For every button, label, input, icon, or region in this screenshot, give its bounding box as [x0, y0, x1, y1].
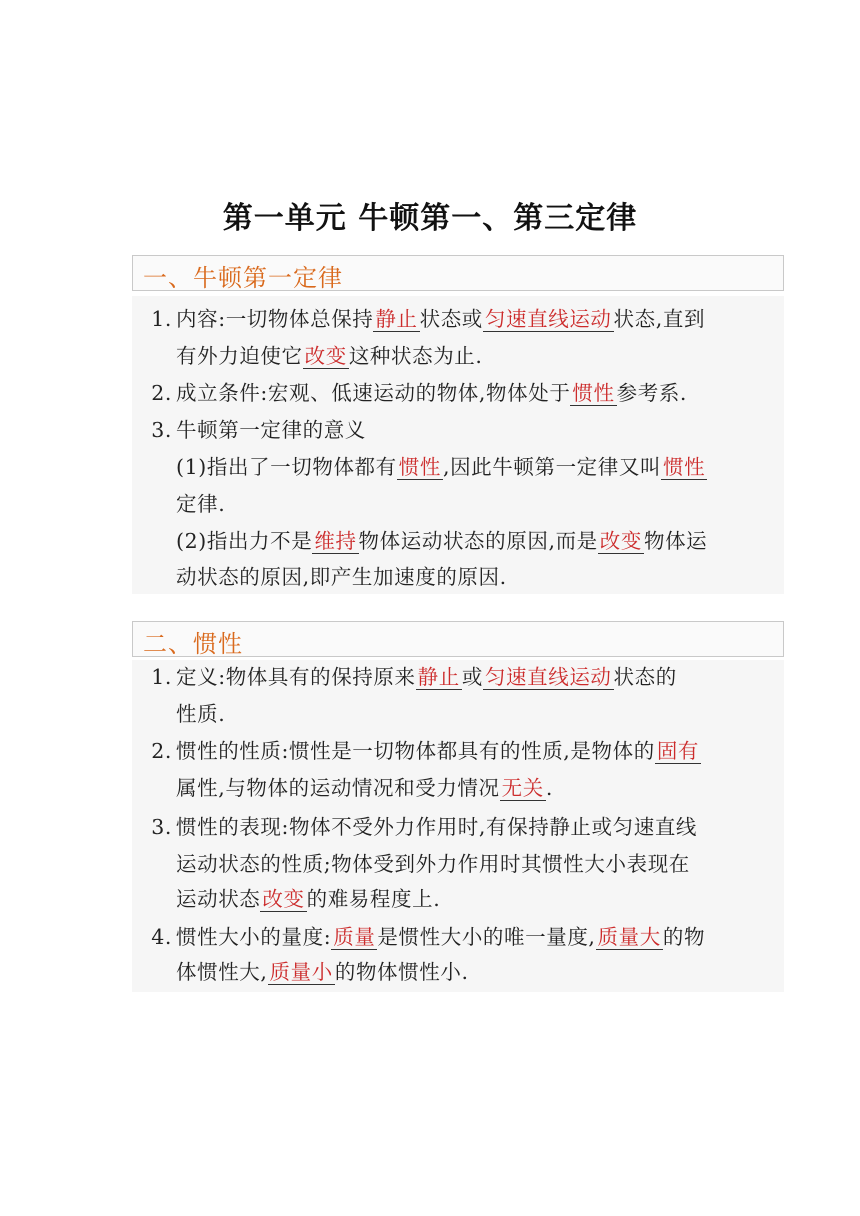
list-item-continuation — [176, 773, 553, 803]
text: 的物 — [662, 925, 706, 949]
list-item-continuation — [176, 884, 440, 914]
list-item — [132, 415, 366, 445]
list-item-continuation — [176, 341, 483, 371]
answer-blank: 静止 — [417, 665, 460, 689]
sub-item-continuation — [176, 489, 225, 519]
answer-blank: 惯性 — [572, 381, 615, 405]
text: 动状态的原因,即产生加速度的原因. — [176, 565, 507, 589]
list-item — [132, 736, 701, 766]
item-number: 2. — [151, 739, 172, 763]
text: . — [545, 776, 553, 800]
text: (1)指出了一切物体都有 — [176, 455, 397, 479]
answer-blank: 固有 — [656, 739, 700, 763]
answer-blank: 改变 — [599, 529, 642, 553]
answer-blank: 匀速直线运动 — [484, 307, 612, 331]
sub-item-continuation — [176, 562, 507, 592]
text: 惯性大小的量度: — [176, 925, 332, 949]
text: 参考系. — [616, 381, 688, 405]
item-number: 4. — [151, 925, 172, 949]
list-item — [132, 662, 677, 692]
text: (2)指出力不是 — [176, 529, 313, 553]
text: 的物体惯性小. — [334, 960, 469, 984]
text: 的难易程度上. — [306, 887, 441, 911]
answer-blank: 质量 — [333, 925, 376, 949]
text: 物体运 — [643, 529, 708, 553]
page-title: 第一单元 牛顿第一、第三定律 — [222, 201, 638, 236]
text: 惯性的性质:惯性是一切物体都具有的性质,是物体的 — [176, 739, 655, 763]
text: 属性,与物体的运动情况和受力情况 — [176, 776, 500, 800]
section-heading-newton-first-law — [132, 255, 784, 291]
answer-blank: 匀速直线运动 — [484, 665, 612, 689]
sub-item — [176, 526, 707, 556]
text: 成立条件:宏观、低速运动的物体,物体处于 — [176, 381, 571, 405]
text: 体惯性大, — [176, 960, 268, 984]
section-heading-text: 一、牛顿第一定律 — [143, 264, 343, 292]
item-number: 3. — [151, 815, 172, 839]
sub-item — [176, 452, 707, 482]
list-item — [132, 304, 705, 334]
text: 运动状态的性质;物体受到外力作用时其惯性大小表现在 — [176, 852, 690, 876]
answer-blank: 质量小 — [269, 960, 333, 984]
list-item — [132, 812, 697, 842]
list-item-continuation — [176, 849, 690, 879]
text: ,因此牛顿第一定律又叫 — [442, 455, 662, 479]
text: 状态,直到 — [613, 307, 706, 331]
answer-blank: 改变 — [262, 887, 305, 911]
list-item-continuation — [176, 957, 469, 987]
section-heading-text: 二、惯性 — [143, 630, 243, 658]
text: 内容:一切物体总保持 — [176, 307, 374, 331]
text: 有外力迫使它 — [176, 344, 303, 368]
item-number: 1. — [151, 307, 172, 331]
item-number: 1. — [151, 665, 172, 689]
list-item-continuation — [176, 699, 225, 729]
item-number: 3. — [151, 418, 172, 442]
item-number: 2. — [151, 381, 172, 405]
answer-blank: 质量大 — [597, 925, 661, 949]
text: 性质. — [176, 702, 226, 726]
text: 或 — [461, 665, 483, 689]
answer-blank: 维持 — [314, 529, 357, 553]
answer-blank: 惯性 — [663, 455, 706, 479]
text: 这种状态为止. — [348, 344, 483, 368]
text: 物体运动状态的原因,而是 — [358, 529, 598, 553]
text: 是惯性大小的唯一量度, — [377, 925, 596, 949]
answer-blank: 改变 — [304, 344, 347, 368]
text: 定义:物体具有的保持原来 — [176, 665, 416, 689]
list-item — [132, 378, 687, 408]
text: 运动状态 — [176, 887, 261, 911]
text: 状态或 — [419, 307, 483, 331]
text: 状态的 — [613, 665, 677, 689]
list-item — [132, 922, 705, 952]
text: 牛顿第一定律的意义 — [176, 418, 366, 442]
answer-blank: 无关 — [501, 776, 544, 800]
text: 惯性的表现:物体不受外力作用时,有保持静止或匀速直线 — [176, 815, 698, 839]
section-heading-inertia — [132, 621, 784, 657]
text: 定律. — [176, 492, 226, 516]
answer-blank: 惯性 — [398, 455, 441, 479]
section-body-newton-first-law — [132, 296, 784, 594]
section-body-inertia — [132, 660, 784, 992]
answer-blank: 静止 — [375, 307, 418, 331]
